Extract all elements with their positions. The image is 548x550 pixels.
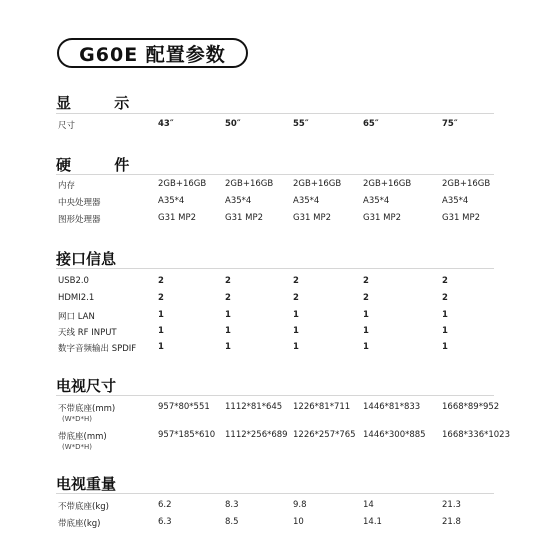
row-sublabel: (W*D*H) [62,443,93,451]
cell: 8.5 [225,517,239,527]
cell: 2 [293,276,299,286]
cell: A35*4 [363,196,390,206]
cell: 1 [442,326,448,336]
cell: G31 MP2 [293,213,331,223]
row-label: 图形处理器 [58,215,101,225]
cell: A35*4 [293,196,320,206]
row-label: 带底座(kg) [58,519,101,529]
cell: 1446*300*885 [363,430,426,440]
cell: 1668*336*1023 [442,430,510,440]
cell: 957*185*610 [158,430,216,440]
row-sublabel: (W*D*H) [62,415,93,423]
section-title-display: 显 示 [56,94,149,112]
cell: 1 [363,342,369,352]
cell: A35*4 [158,196,185,206]
cell: G31 MP2 [363,213,401,223]
cell: 6.2 [158,500,172,510]
cell: 1 [293,342,299,352]
cell: 2 [225,293,231,303]
row-label: 数字音频输出 SPDIF [58,344,137,354]
section-title-interfaces: 接口信息 [56,250,117,268]
cell: 1226*81*711 [293,402,351,412]
divider [56,113,494,114]
cell: 65″ [363,119,379,129]
divider [56,395,494,396]
cell: 1112*256*689 [225,430,288,440]
cell: 2 [293,293,299,303]
row-label: 内存 [58,181,76,191]
cell: 1 [293,326,299,336]
cell: 1 [225,310,231,320]
cell: 2GB+16GB [158,179,207,189]
cell: 55″ [293,119,309,129]
row-label: 尺寸 [58,121,76,131]
section-title-tv-weight: 电视重量 [56,475,117,493]
cell: 10 [293,517,304,527]
divider [56,268,494,269]
cell: 1 [158,310,164,320]
cell: 1 [363,326,369,336]
cell: 2 [158,293,164,303]
cell: 1446*81*833 [363,402,421,412]
cell: G31 MP2 [442,213,480,223]
cell: 2GB+16GB [363,179,412,189]
cell: 1 [442,310,448,320]
cell: 14 [363,500,374,510]
divider [56,493,494,494]
cell: 21.8 [442,517,461,527]
cell: G31 MP2 [225,213,263,223]
row-label: 网口 LAN [58,312,95,322]
cell: 1 [158,342,164,352]
cell: 9.8 [293,500,307,510]
section-title-tv-size: 电视尺寸 [56,377,117,395]
cell: 75″ [442,119,458,129]
cell: 43″ [158,119,174,129]
cell: 2 [442,293,448,303]
row-label: 天线 RF INPUT [58,328,117,338]
row-label: HDMI2.1 [58,293,95,303]
cell: A35*4 [225,196,252,206]
cell: 957*80*551 [158,402,210,412]
cell: 2GB+16GB [442,179,491,189]
cell: 1 [225,342,231,352]
row-label: 不带底座(kg) [58,502,109,512]
page-title: G60E 配置参数 [57,38,248,68]
cell: 2 [225,276,231,286]
cell: 1 [158,326,164,336]
cell: 8.3 [225,500,239,510]
divider [56,174,494,175]
cell: 2GB+16GB [293,179,342,189]
cell: 50″ [225,119,241,129]
cell: 1112*81*645 [225,402,283,412]
cell: 2GB+16GB [225,179,274,189]
cell: 6.3 [158,517,172,527]
cell: 1 [225,326,231,336]
cell: 2 [158,276,164,286]
cell: 1226*257*765 [293,430,356,440]
cell: 1 [363,310,369,320]
cell: 2 [442,276,448,286]
cell: 1 [293,310,299,320]
cell: G31 MP2 [158,213,196,223]
section-title-hardware: 硬 件 [56,156,149,174]
row-label: 不带底座(mm) [58,404,116,414]
cell: 21.3 [442,500,461,510]
row-label: 带底座(mm) [58,432,107,442]
cell: 1 [442,342,448,352]
cell: 2 [363,276,369,286]
cell: 2 [363,293,369,303]
cell: A35*4 [442,196,469,206]
row-label: USB2.0 [58,276,89,286]
row-label: 中央处理器 [58,198,101,208]
cell: 1668*89*952 [442,402,500,412]
cell: 14.1 [363,517,382,527]
